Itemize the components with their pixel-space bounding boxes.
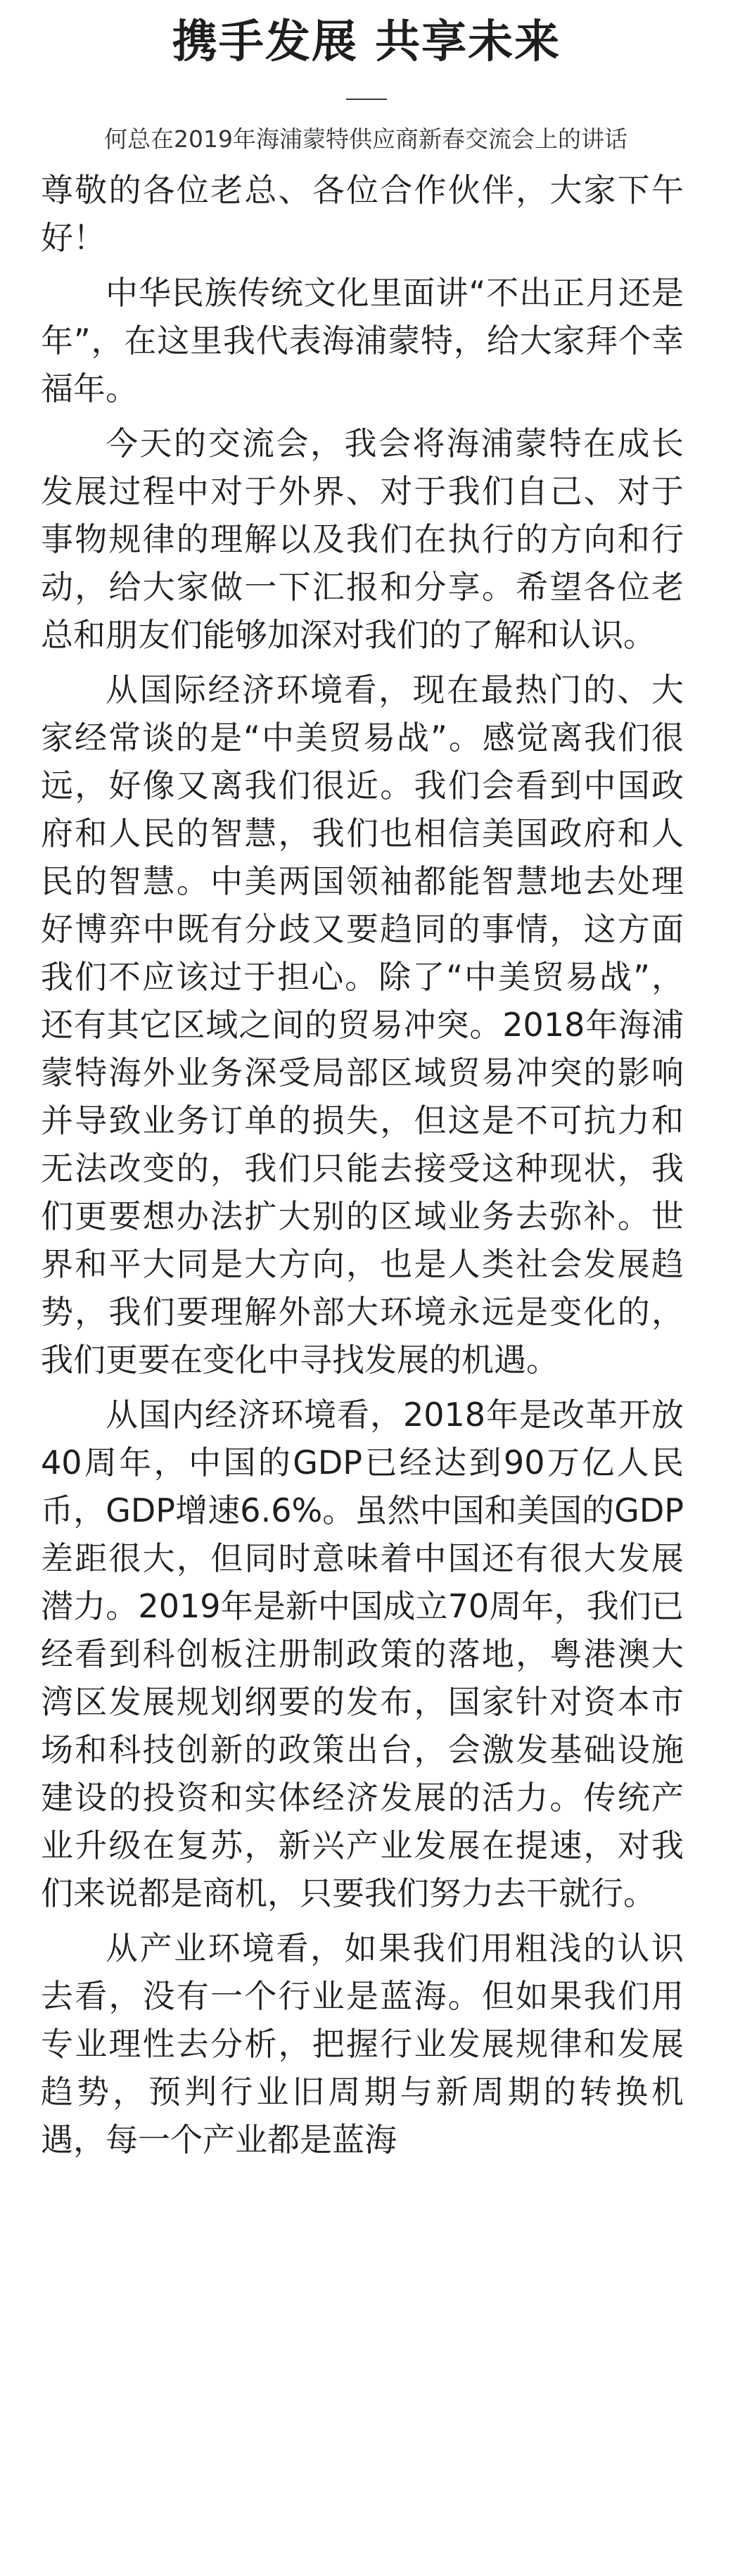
paragraph-purpose: 今天的交流会，我会将海浦蒙特在成长发展过程中对于外界、对于我们自己、对于事物规律的理解以及我们在执行的方向和行动，给大家做一下汇报和分享。希望各位老总和朋友们能够加深对我们的了解和认识。 [41, 424, 684, 654]
paragraph-new-year: 中华民族传统文化里面讲“不出正月还是年”，在这里我代表海浦蒙特，给大家拜个幸福年。 [41, 274, 684, 408]
paragraph-international-economy: 从国际经济环境看，现在最热门的、大家经常谈的是“中美贸易战”。感觉离我们很远，好像又离我们很近。我们会看到中国政府和人民的智慧，我们也相信美国政府和人民的智慧。中美两国领袖都能智慧地去处理好博弈中既有分歧又要趋同的事情，这方面我们不应该过于担心。除了“中美贸易战”，还有其它区域之间的贸易冲突。2018年海浦蒙特海外业务深受局部区域贸易冲突的影响并导致业务订单的损失，但这是不可抗力和无法改变的，我们只能去接受这种现状，我们更要想办法扩大别的区域业务去弥补。世界和平大同是大方向，也是人类社会发展趋势，我们要理解外部大环境永远是变化的，我们更要在变化中寻找发展的机遇。 [41, 671, 684, 1379]
paragraph-greeting: 尊敬的各位老总、各位合作伙伴，大家下午好！ [41, 171, 684, 257]
article-title: 携手发展 共享未来 [172, 16, 561, 68]
paragraph-domestic-economy: 从国内经济环境看，2018年是改革开放40周年，中国的GDP已经达到90万亿人民币，GDP增速6.6%。虽然中国和美国的GDP差距很大，但同时意味着中国还有很大发展潜力。2019年是新中国成立70周年，我们已经看到科创板注册制政策的落地，粤港澳大湾区发展规划纲要的发布，国家针对资本市场和科技创新的政策出台，会激发基础设施建设的投资和实体经济发展的活力。传统产业升级在复苏，新兴产业发展在提速，对我们来说都是商机，只要我们努力去干就行。 [41, 1396, 684, 1912]
article-body [41, 166, 684, 2164]
paragraph-industry-environment: 从产业环境看，如果我们用粗浅的认识去看，没有一个行业是蓝海。但如果我们用专业理性去分析，把握行业发展规律和发展趋势，预判行业旧周期与新周期的转换机遇，每一个产业都是蓝海 [41, 1929, 684, 2159]
title-divider [346, 99, 387, 100]
article-subtitle: 何总在2019年海浦蒙特供应商新春交流会上的讲话 [104, 125, 627, 153]
